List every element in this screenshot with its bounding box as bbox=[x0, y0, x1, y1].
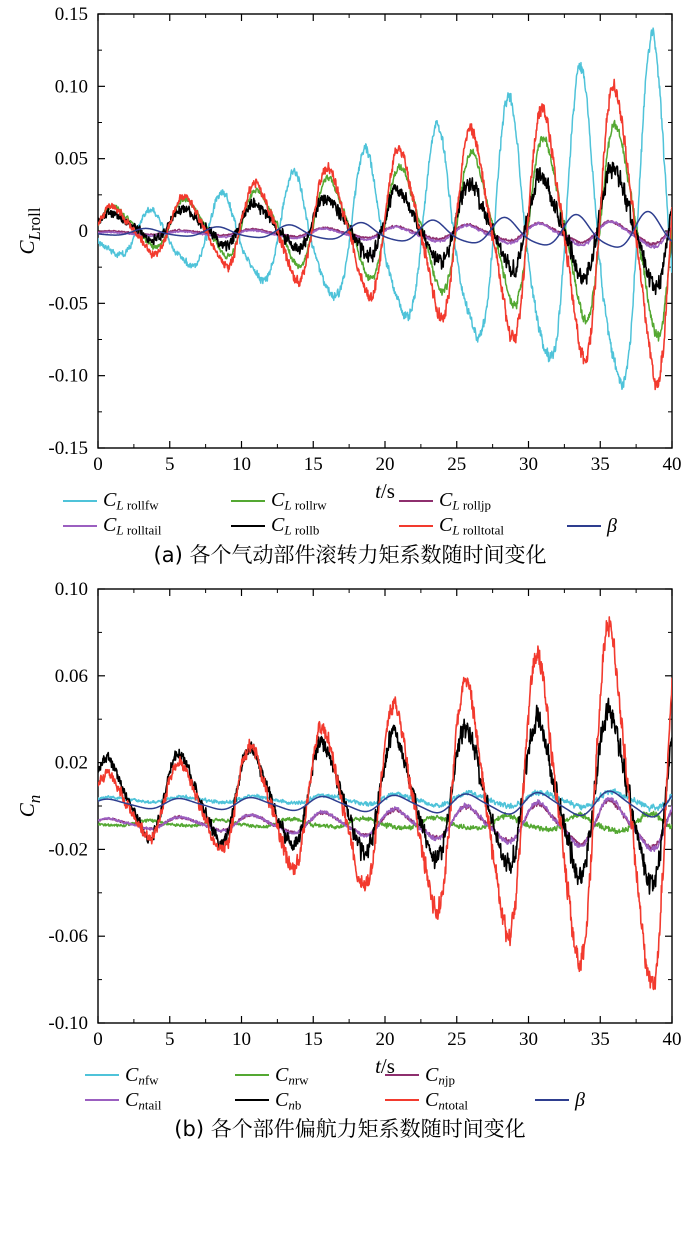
legend-label-tail: $C_L$ rolltail bbox=[103, 514, 162, 538]
svg-text:20: 20 bbox=[375, 454, 395, 475]
panel-b-legend bbox=[0, 1065, 700, 1112]
legend-label-jp: $C_L$ rolljp bbox=[439, 489, 491, 513]
panel-b bbox=[0, 575, 700, 1144]
panel-a bbox=[0, 0, 700, 569]
svg-text:Cn: $C_n$ bbox=[15, 794, 44, 817]
legend-swatch-beta bbox=[535, 1099, 569, 1101]
legend-swatch-total bbox=[399, 525, 433, 527]
svg-text:40: 40 bbox=[662, 1028, 682, 1050]
legend-swatch-tail bbox=[85, 1099, 119, 1101]
svg-text:-0.10: -0.10 bbox=[48, 365, 88, 387]
svg-text:5: 5 bbox=[165, 1028, 175, 1050]
legend-item-fw bbox=[85, 1065, 235, 1086]
svg-text:30: 30 bbox=[519, 454, 538, 475]
legend-row bbox=[0, 1090, 700, 1111]
legend-label-tail: $C_ntail$ bbox=[125, 1088, 162, 1112]
svg-text:t/s: t/s bbox=[375, 479, 395, 503]
legend-swatch-jp bbox=[399, 500, 433, 502]
legend-label-b: $C_L$ rollb bbox=[271, 514, 320, 538]
legend-swatch-b bbox=[231, 525, 265, 527]
legend-label-jp: $C_njp$ bbox=[425, 1063, 455, 1087]
legend-label-fw: $C_L$ rollfw bbox=[103, 489, 159, 513]
svg-text:CLroll: $C_Lroll$ bbox=[15, 207, 44, 255]
legend-item-b bbox=[231, 515, 399, 536]
svg-text:40: 40 bbox=[662, 454, 682, 475]
panel-a-caption: (a) 各个气动部件滚转力矩系数随时间变化 bbox=[153, 542, 547, 567]
svg-text:10: 10 bbox=[232, 1028, 251, 1050]
svg-text:0: 0 bbox=[93, 454, 103, 475]
legend-item-tail bbox=[85, 1090, 235, 1111]
svg-text:5: 5 bbox=[165, 454, 175, 475]
legend-swatch-rw bbox=[235, 1074, 269, 1076]
legend-swatch-rw bbox=[231, 500, 265, 502]
svg-text:0.02: 0.02 bbox=[54, 752, 88, 774]
svg-text:0: 0 bbox=[93, 1028, 103, 1050]
svg-text:0.05: 0.05 bbox=[54, 148, 88, 170]
legend-label-beta: β bbox=[607, 514, 617, 537]
svg-text:25: 25 bbox=[447, 1028, 467, 1050]
legend-swatch-total bbox=[385, 1099, 419, 1101]
legend-label-total: $C_ntotal$ bbox=[425, 1088, 468, 1112]
legend-item-total bbox=[399, 515, 567, 536]
legend-swatch-b bbox=[235, 1099, 269, 1101]
legend-item-fw bbox=[63, 490, 231, 511]
svg-text:t/s: t/s bbox=[375, 1053, 395, 1078]
svg-text:30: 30 bbox=[519, 1028, 538, 1050]
svg-text:0.10: 0.10 bbox=[54, 578, 88, 600]
legend-item-rw bbox=[231, 490, 399, 511]
svg-text:-0.02: -0.02 bbox=[48, 838, 88, 860]
legend-item-tail bbox=[63, 515, 231, 536]
legend-item-beta bbox=[567, 516, 637, 536]
legend-row bbox=[0, 515, 700, 536]
legend-item-jp bbox=[385, 1065, 535, 1086]
svg-text:20: 20 bbox=[375, 1028, 395, 1050]
panel-b-caption: (b) 各个部件偏航力矩系数随时间变化 bbox=[174, 1117, 526, 1141]
legend-item-b bbox=[235, 1090, 385, 1111]
svg-text:-0.06: -0.06 bbox=[48, 925, 88, 947]
svg-text:0.10: 0.10 bbox=[54, 76, 88, 98]
legend-item-total bbox=[385, 1090, 535, 1111]
legend-label-fw: $C_nfw$ bbox=[125, 1063, 159, 1087]
svg-text:25: 25 bbox=[447, 454, 467, 475]
svg-text:-0.10: -0.10 bbox=[48, 1012, 88, 1034]
svg-text:0: 0 bbox=[78, 221, 88, 242]
legend-item-jp bbox=[399, 490, 567, 511]
legend-label-rw: $C_L$ rollrw bbox=[271, 489, 327, 513]
svg-text:35: 35 bbox=[590, 454, 610, 475]
panel-a-legend bbox=[0, 490, 700, 537]
legend-item-rw bbox=[235, 1065, 385, 1086]
svg-text:35: 35 bbox=[590, 1028, 610, 1050]
legend-swatch-tail bbox=[63, 525, 97, 527]
svg-text:10: 10 bbox=[232, 454, 251, 475]
legend-swatch-fw bbox=[85, 1074, 119, 1076]
legend-swatch-jp bbox=[385, 1074, 419, 1076]
legend-label-total: $C_L$ rolltotal bbox=[439, 514, 504, 538]
svg-text:0.15: 0.15 bbox=[54, 4, 88, 25]
svg-text:0.06: 0.06 bbox=[54, 665, 88, 687]
legend-label-beta: β bbox=[575, 1089, 585, 1112]
legend-row bbox=[0, 490, 700, 511]
legend-row bbox=[0, 1065, 700, 1086]
svg-text:15: 15 bbox=[303, 1028, 323, 1050]
legend-label-rw: $C_nrw$ bbox=[275, 1063, 309, 1087]
legend-item-beta bbox=[535, 1090, 615, 1110]
legend-label-b: $C_nb$ bbox=[275, 1088, 302, 1112]
svg-text:15: 15 bbox=[303, 454, 323, 475]
svg-text:-0.15: -0.15 bbox=[48, 438, 88, 459]
legend-swatch-beta bbox=[567, 525, 601, 527]
legend-swatch-fw bbox=[63, 500, 97, 502]
svg-text:-0.05: -0.05 bbox=[48, 293, 88, 315]
